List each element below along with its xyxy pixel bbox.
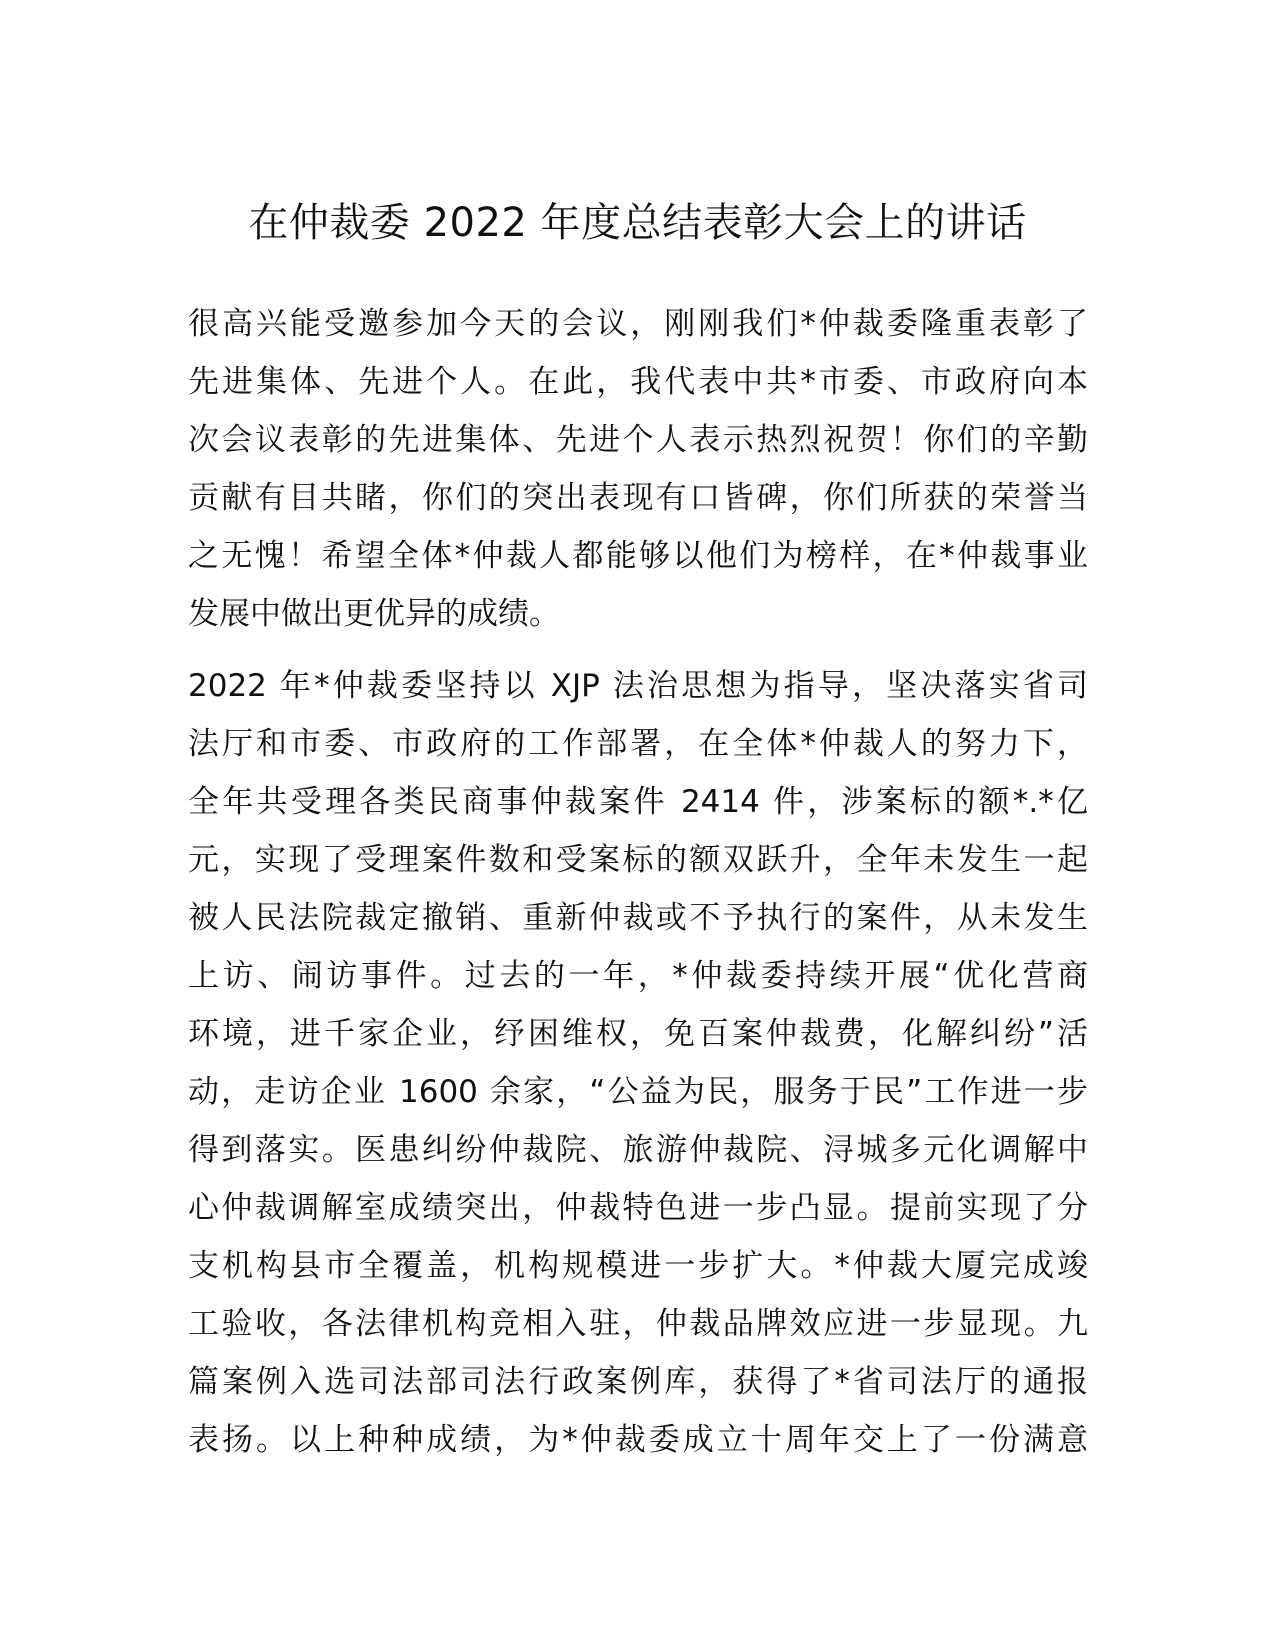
document-body [188, 295, 1088, 1469]
paragraph-line: 环境，进千家企业，纾困维权，免百案仲裁费，化解纠纷”活 [188, 1016, 1088, 1052]
paragraph-line: 很高兴能受邀参加今天的会议，刚刚我们*仲裁委隆重表彰了 [188, 306, 1088, 342]
paragraph-line: 贡献有目共睹，你们的突出表现有口皆碑，你们所获的荣誉当 [188, 480, 1088, 516]
paragraph-line: 心仲裁调解室成绩突出，仲裁特色进一步凸显。提前实现了分 [188, 1190, 1088, 1226]
paragraph-line: 发展中做出更优异的成绩。 [188, 596, 560, 632]
paragraph-line: 2022 年*仲裁委坚持以 XJP 法治思想为指导，坚决落实省司 [188, 668, 1088, 704]
paragraph-line: 全年共受理各类民商事仲裁案件 2414 件，涉案标的额*.*亿 [188, 784, 1088, 820]
paragraph-line: 表扬。以上种种成绩，为*仲裁委成立十周年交上了一份满意 [188, 1422, 1088, 1458]
paragraph-line: 动，走访企业 1600 余家，“公益为民，服务于民”工作进一步 [188, 1074, 1088, 1110]
paragraph-2 [188, 657, 1088, 1469]
paragraph-line: 得到落实。医患纠纷仲裁院、旅游仲裁院、浔城多元化调解中 [188, 1132, 1088, 1168]
paragraph-line: 被人民法院裁定撤销、重新仲裁或不予执行的案件，从未发生 [188, 900, 1088, 936]
paragraph-spacer [188, 643, 1088, 657]
paragraph-line: 篇案例入选司法部司法行政案例库，获得了*省司法厅的通报 [188, 1364, 1088, 1400]
paragraph-line: 次会议表彰的先进集体、先进个人表示热烈祝贺！你们的辛勤 [188, 422, 1088, 458]
paragraph-line: 上访、闹访事件。过去的一年，*仲裁委持续开展“优化营商 [188, 958, 1088, 994]
paragraph-line: 之无愧！希望全体*仲裁人都能够以他们为榜样，在*仲裁事业 [188, 538, 1088, 574]
paragraph-line: 元，实现了受理案件数和受案标的额双跃升，全年未发生一起 [188, 842, 1088, 878]
paragraph-line: 法厅和市委、市政府的工作部署，在全体*仲裁人的努力下， [188, 726, 1088, 762]
paragraph-line: 先进集体、先进个人。在此，我代表中共*市委、市政府向本 [188, 364, 1088, 400]
paragraph-1 [188, 295, 1088, 643]
paragraph-line: 支机构县市全覆盖，机构规模进一步扩大。*仲裁大厦完成竣 [188, 1248, 1088, 1284]
paragraph-line: 工验收，各法律机构竞相入驻，仲裁品牌效应进一步显现。九 [188, 1306, 1088, 1342]
document-title: 在仲裁委 2022 年度总结表彰大会上的讲话 [248, 200, 1027, 246]
